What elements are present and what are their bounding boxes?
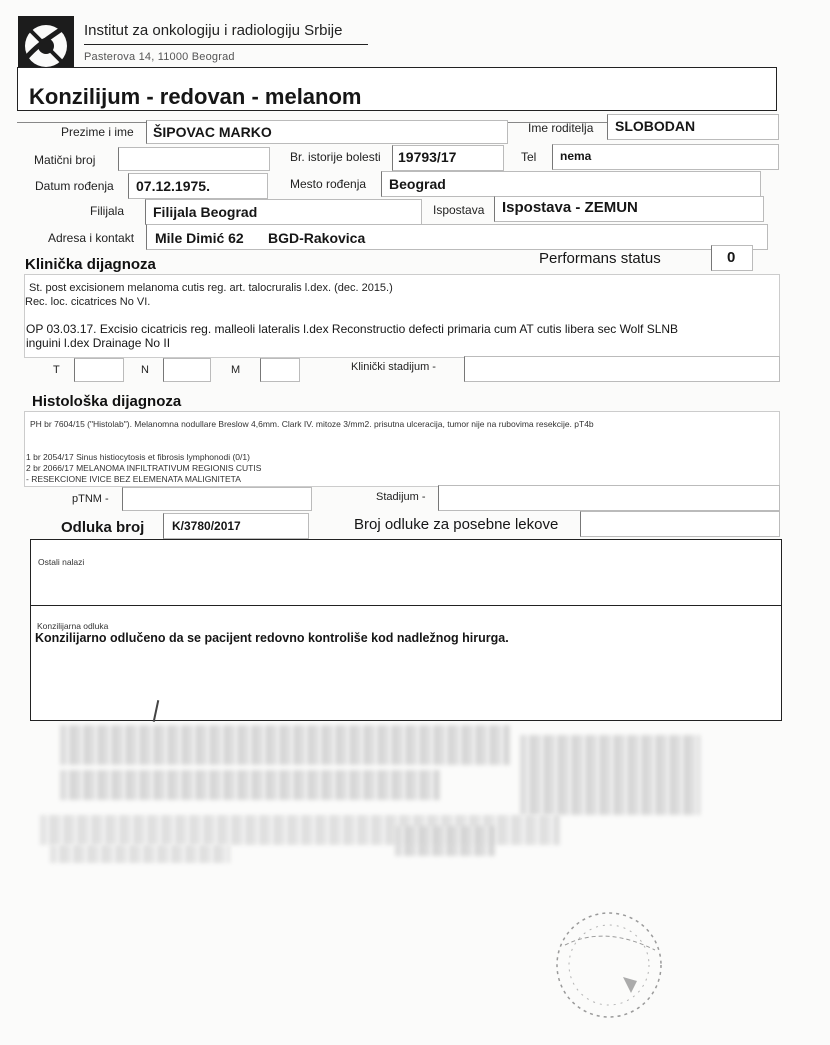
dob-value: 07.12.1975. xyxy=(136,178,210,194)
birthplace-label: Mesto rođenja xyxy=(290,177,367,191)
t-label: T xyxy=(53,364,60,376)
office-value: Ispostava - ZEMUN xyxy=(502,199,638,216)
redacted-stamp-text xyxy=(395,826,495,856)
tel-value: nema xyxy=(560,149,592,163)
redacted-footer xyxy=(50,845,230,863)
performans-value: 0 xyxy=(727,249,736,266)
ptnm-field xyxy=(122,487,312,511)
clinical-line-3: OP 03.03.17. Excisio cicatricis reg. malleoli lateralis l.dex Reconstructio defecti primaria cum AT cutis libera sec Wolf SLNB xyxy=(26,322,679,336)
m-field xyxy=(260,358,300,382)
special-decision-field xyxy=(580,511,780,537)
t-field xyxy=(74,358,124,382)
other-findings-label: Ostali nalazi xyxy=(38,557,85,567)
institute-logo xyxy=(16,14,76,74)
special-decision-label: Broj odluke za posebne lekove xyxy=(354,516,559,533)
clinical-line-1: St. post excisionem melanoma cutis reg. art. talocruralis l.dex. (dec. 2015.) xyxy=(29,282,393,294)
institution-address: Pasterova 14, 11000 Beograd xyxy=(84,51,235,63)
histology-stage-field xyxy=(438,485,780,511)
decision-number-label: Odluka broj xyxy=(61,519,145,536)
institution-name: Institut za onkologiju i radiologiju Srbije xyxy=(84,22,343,39)
clinical-stage-field xyxy=(464,356,780,382)
parent-value: SLOBODAN xyxy=(615,118,696,134)
redacted-signature-2 xyxy=(520,735,700,815)
m-label: M xyxy=(231,364,241,376)
findings-divider xyxy=(31,605,781,606)
tel-label: Tel xyxy=(521,150,537,164)
clinical-heading: Klinička dijagnoza xyxy=(25,256,156,273)
clinical-line-4: inguini l.dex Drainage No II xyxy=(26,336,171,350)
contact-city: BGD-Rakovica xyxy=(268,230,366,246)
branch-label: Filijala xyxy=(90,204,125,218)
id-field xyxy=(118,147,270,171)
clinical-line-2: Rec. loc. cicatrices No VI. xyxy=(25,296,151,308)
office-label: Ispostava xyxy=(433,203,485,217)
clinical-stage-label: Klinički stadijum - xyxy=(351,361,436,373)
parent-label: Ime roditelja xyxy=(528,121,594,135)
history-label: Br. istorije bolesti xyxy=(290,150,381,164)
decision-number-value: K/3780/2017 xyxy=(172,519,241,533)
ptnm-label: pTNM - xyxy=(72,493,109,505)
document-title: Konzilijum - redovan - melanom xyxy=(29,84,362,109)
performans-label: Performans status xyxy=(539,250,661,267)
branch-value: Filijala Beograd xyxy=(153,204,258,220)
birthplace-value: Beograd xyxy=(389,176,446,192)
dob-label: Datum rođenja xyxy=(35,179,114,193)
findings-box xyxy=(30,539,782,721)
council-decision-text: Konzilijarno odlučeno da se pacijent redovno kontroliše kod nadležnog hirurga. xyxy=(35,631,509,645)
redacted-signature-3 xyxy=(60,770,440,800)
id-label: Matični broj xyxy=(34,153,96,167)
histology-line-4: - RESEKCIONE IVICE BEZ ELEMENATA MALIGNITETA xyxy=(26,474,241,484)
contact-address: Mile Dimić 62 xyxy=(155,230,244,246)
council-decision-label: Konzilijarna odluka xyxy=(37,621,109,631)
name-value: ŠIPOVAC MARKO xyxy=(153,124,272,140)
n-field xyxy=(163,358,211,382)
n-label: N xyxy=(141,364,149,376)
official-stamp xyxy=(545,905,670,1025)
histology-line-1: PH br 7604/15 ("Histolab"). Melanomna nodullare Breslow 4,6mm. Clark IV. mitoze 3/mm2. prisutna ulceracija, tumor nije na rubovima resekcije. pT4b xyxy=(30,419,594,429)
history-value: 19793/17 xyxy=(398,149,457,165)
contact-label: Adresa i kontakt xyxy=(48,231,135,245)
name-label: Prezime i ime xyxy=(61,125,134,139)
redacted-signature-1 xyxy=(60,725,510,765)
institution-underline xyxy=(84,44,368,45)
histology-line-3: 2 br 2066/17 MELANOMA INFILTRATIVUM REGIONIS CUTIS xyxy=(26,463,262,473)
histology-heading: Histološka dijagnoza xyxy=(32,393,182,410)
histology-line-2: 1 br 2054/17 Sinus histiocytosis et fibrosis lymphonodi (0/1) xyxy=(26,452,250,462)
histology-stage-label: Stadijum - xyxy=(376,491,426,503)
